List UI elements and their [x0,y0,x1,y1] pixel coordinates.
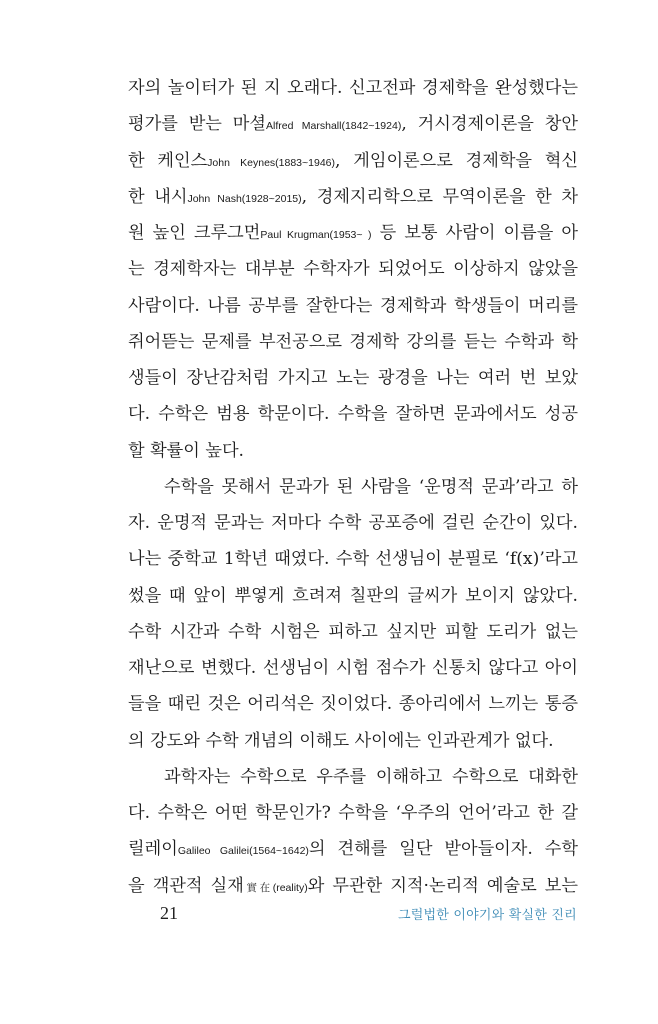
text-run: , 게임이론으로 경제학을 혁신 [335,150,578,171]
text-line: 나는 중학교 1학년 때였다. 수학 선생님이 분필로 ‘f(x)’라고 [128,549,578,570]
text-run: 릴레이 [128,839,178,860]
text-line [128,868,578,904]
name-annotation: John Nash(1928~2015) [187,192,302,205]
text-run: 원 높인 크루그먼 [128,223,261,243]
text-line: 쥐어뜯는 문제를 부전공으로 경제학 강의를 듣는 수학과 학 [128,331,578,352]
name-annotation: Galileo Galilei(1564~1642) [177,845,309,858]
paragraph-first-line: 과학자는 수학으로 우주를 이해하고 수학으로 대화한 [164,766,578,787]
text-run: 을 객관적 실재 [128,875,244,896]
text-line: 다. 수학은 범용 학문이다. 수학을 잘하면 문과에서도 성공 [128,404,578,425]
text-line: 수학 시간과 수학 시험은 피하고 싶지만 피할 도리가 없는 [128,621,578,642]
text-run: 평가를 받는 마셜 [128,114,267,135]
name-annotation: 實在(reality) [243,881,308,894]
text-line [128,179,578,215]
text-line: 자의 놀이터가 된 지 오래다. 신고전파 경제학을 완성했다는 [128,78,578,98]
body-text [128,70,578,904]
text-line: 할 확률이 높다. [128,440,245,461]
paragraph-first-line: 수학을 못해서 문과가 된 사람을 ‘운명적 문과’라고 하 [164,476,578,497]
text-line: 재난으로 변했다. 선생님이 시험 점수가 신통치 않다고 아이 [128,658,578,678]
text-line: 의 강도와 수학 개념의 이해도 사이에는 인과관계가 없다. [128,730,554,751]
name-annotation: Alfred Marshall(1842~1924) [266,120,402,133]
text-line [128,143,578,179]
text-line: 자. 운명적 문과는 저마다 수학 공포증에 걸린 순간이 있다. [128,513,578,533]
text-line: 들을 때린 것은 어리석은 짓이었다. 종아리에서 느끼는 통증 [128,694,578,715]
text-run: , 거시경제이론을 창안 [401,114,578,135]
name-annotation: Paul Krugman(1953~ ) [260,229,372,241]
text-run: 와 무관한 지적·논리적 예술로 보는 [307,875,579,896]
text-line: 사람이다. 나름 공부를 잘한다는 경제학과 학생들이 머리를 [128,295,578,316]
text-line: 생들이 장난감처럼 가지고 노는 광경을 나는 여러 번 보았 [128,368,578,388]
name-annotation: John Keynes(1883~1946) [207,156,336,169]
text-run: , 경제지리학으로 무역이론을 한 차 [301,186,579,207]
text-line [128,215,578,251]
text-line [128,106,578,142]
text-line: 썼을 때 앞이 뿌옇게 흐려져 칠판의 글씨가 보이지 않았다. [128,585,578,606]
text-line [128,831,578,867]
text-line: 는 경제학자는 대부분 수학자가 되었어도 이상하지 않았을 [128,259,578,280]
running-title: 그럴법한 이야기와 확실한 진리 [398,908,577,923]
page-number: 21 [160,903,178,923]
text-line: 다. 수학은 어떤 학문인가? 수학을 ‘우주의 언어’라고 한 갈 [128,803,578,823]
text-run: 의 견해를 일단 받아들이자. 수학 [308,839,578,860]
text-run: 한 내시 [128,186,188,207]
text-run: 등 보통 사람이 이름을 아 [371,223,578,243]
text-run: 한 케인스 [128,150,208,171]
